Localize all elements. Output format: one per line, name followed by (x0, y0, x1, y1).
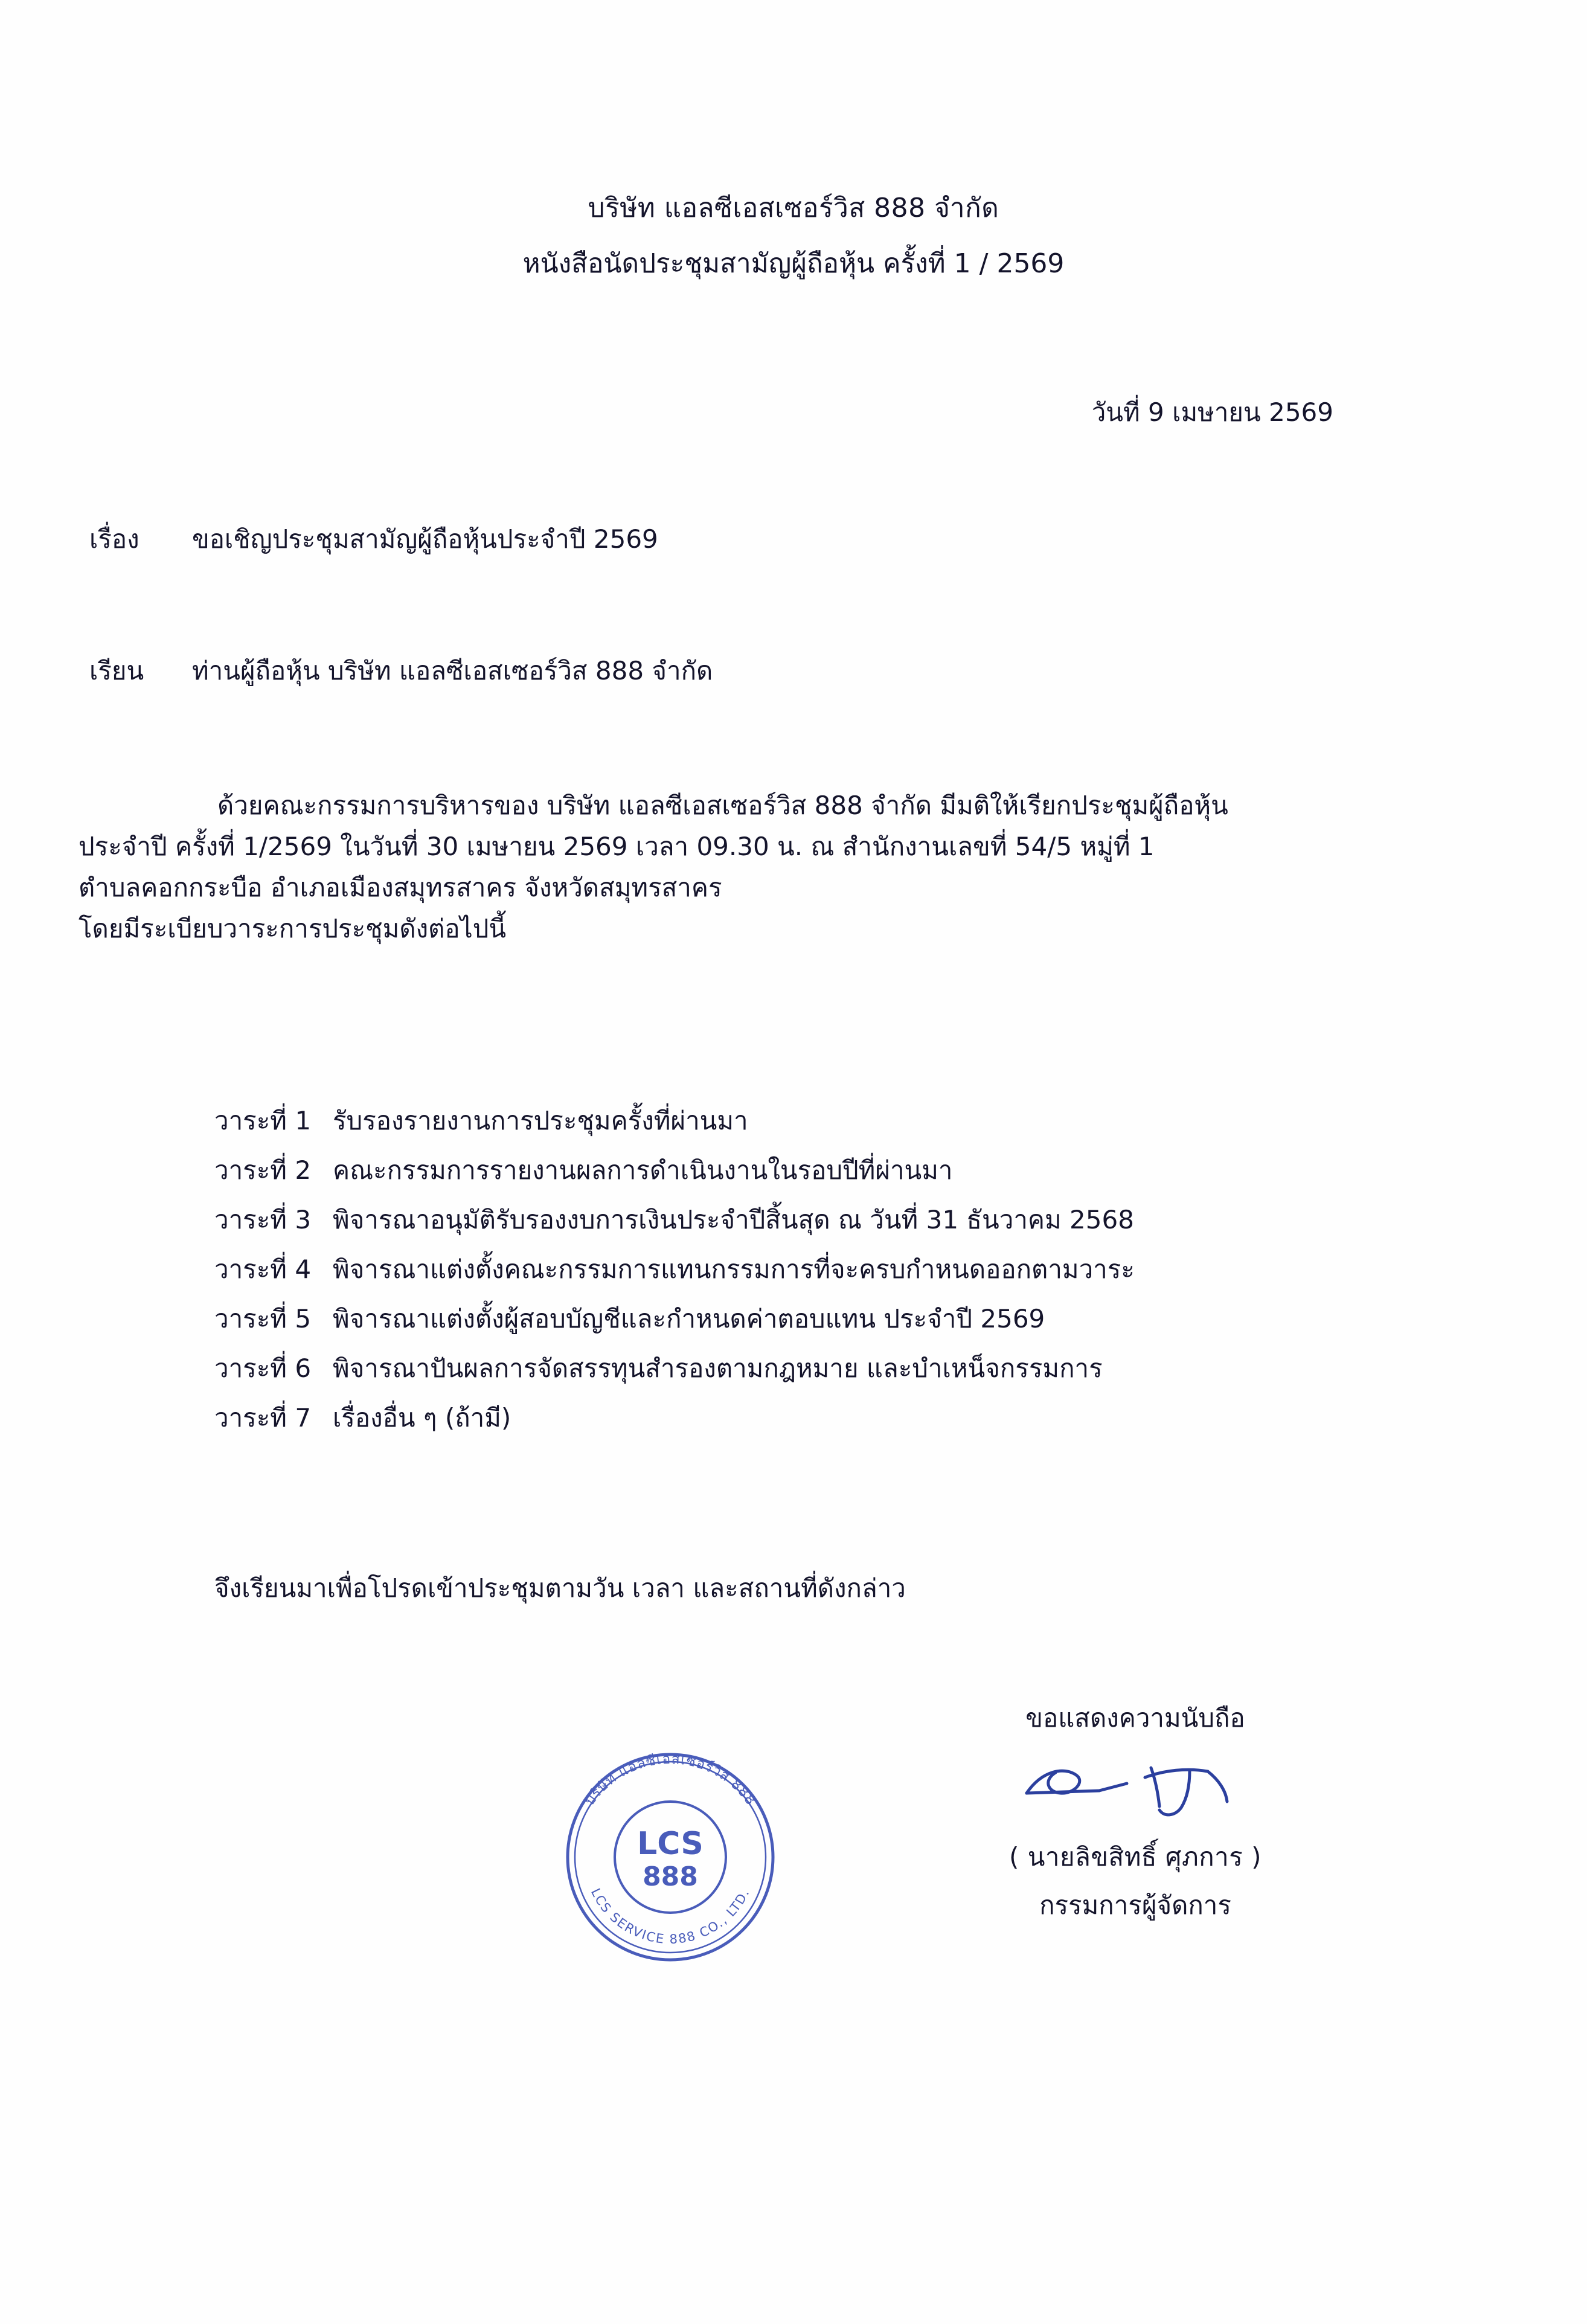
agenda-text: คณะกรรมการรายงานผลการดำเนินงานในรอบปีที่ผ่านมา (333, 1155, 953, 1185)
recipient-value: ท่านผู้ถือหุ้น บริษัท แอลซีเอสเซอร์วิส 888 จำกัด (192, 656, 713, 685)
recipient-label: เรียน (89, 656, 144, 685)
agenda-list (214, 1108, 1515, 1455)
agenda-text: พิจารณาอนุมัติรับรองงบการเงินประจำปีสิ้นสุด ณ วันที่ 31 ธันวาคม 2568 (333, 1205, 1134, 1234)
company-name: บริษัท แอลซีเอสเซอร์วิส 888 จำกัด (588, 193, 999, 223)
subject-value: ขอเชิญประชุมสามัญผู้ถือหุ้นประจำปี 2569 (192, 524, 658, 554)
document-subtitle: หนังสือนัดประชุมสามัญผู้ถือหุ้น ครั้งที่ 1 / 2569 (522, 248, 1065, 280)
agenda-item (214, 1306, 1515, 1332)
agenda-number: วาระที่ 5 (214, 1304, 312, 1334)
date-line: วันที่ 9 เมษายน 2569 (1091, 397, 1333, 427)
signer-title: กรรมการผู้จัดการ (1039, 1890, 1231, 1920)
regards-text: ขอแสดงความนับถือ (1025, 1703, 1245, 1733)
body-line-1 (79, 785, 1508, 826)
company-stamp-icon (547, 1733, 794, 1981)
svg-text:888: 888 (643, 1861, 698, 1892)
agenda-item (214, 1254, 1515, 1284)
signer-name: ( นายลิขสิทธิ์ ศุภการ ) (1008, 1841, 1262, 1872)
body-line-1-text: ด้วยคณะกรรมการบริหารของ บริษัท แอลซีเอสเซอร์วิส 888 จำกัด มีมติให้เรียกประชุมผู้ถือหุ้น (217, 791, 1228, 820)
signature-block (906, 1694, 1365, 1929)
agenda-item (214, 1108, 1515, 1134)
agenda-number: วาระที่ 7 (214, 1403, 312, 1433)
svg-text:LCS SERVICE 888 CO., LTD.: LCS SERVICE 888 CO., LTD. (588, 1886, 753, 1947)
body-line-4: โดยมีระเบียบวาระการประชุมดังต่อไปนี้ (79, 914, 507, 944)
agenda-text: พิจารณาแต่งตั้งผู้สอบบัญชีและกำหนดค่าตอบแทน ประจำปี 2569 (333, 1304, 1045, 1334)
recipient-row (89, 651, 713, 691)
body-line-3: ตำบลคอกกระบือ อำเภอเมืองสมุทรสาคร จังหวัดสมุทรสาคร (79, 873, 722, 903)
agenda-number: วาระที่ 3 (214, 1205, 312, 1234)
body-paragraph (79, 785, 1508, 949)
agenda-item (214, 1405, 1515, 1431)
agenda-number: วาระที่ 1 (214, 1106, 312, 1135)
agenda-text: รับรองรายงานการประชุมครั้งที่ผ่านมา (333, 1106, 748, 1135)
agenda-text: พิจารณาแต่งตั้งคณะกรรมการแทนกรรมการที่จะครบกำหนดออกตามวาระ (333, 1254, 1135, 1284)
svg-text:LCS: LCS (637, 1826, 704, 1862)
closing-line: จึงเรียนมาเพื่อโปรดเข้าประชุมตามวัน เวลา และสถานที่ดังกล่าว (214, 1573, 906, 1603)
agenda-number: วาระที่ 6 (214, 1353, 312, 1383)
agenda-text: พิจารณาปันผลการจัดสรรทุนสำรองตามกฎหมาย และบำเหน็จกรรมการ (333, 1353, 1103, 1383)
subject-label: เรื่อง (89, 524, 139, 554)
body-line-2: ประจำปี ครั้งที่ 1/2569 ในวันที่ 30 เมษายน 2569 เวลา 09.30 น. ณ สำนักงานเลขที่ 54/5 หมู่ที่ 1 (79, 832, 1155, 862)
agenda-item (214, 1207, 1515, 1233)
handwritten-signature-icon (906, 1742, 1365, 1833)
agenda-number: วาระที่ 4 (214, 1254, 312, 1284)
svg-text:บริษัท แอลซีเอสเซอร์วิส 888: บริษัท แอลซีเอสเซอร์วิส 888 (582, 1751, 759, 1809)
document-header (0, 187, 1587, 286)
subject-row (89, 519, 658, 559)
agenda-number: วาระที่ 2 (214, 1155, 312, 1185)
agenda-item (214, 1353, 1515, 1383)
agenda-item (214, 1155, 1515, 1185)
agenda-text: เรื่องอื่น ๆ (ถ้ามี) (333, 1403, 511, 1433)
